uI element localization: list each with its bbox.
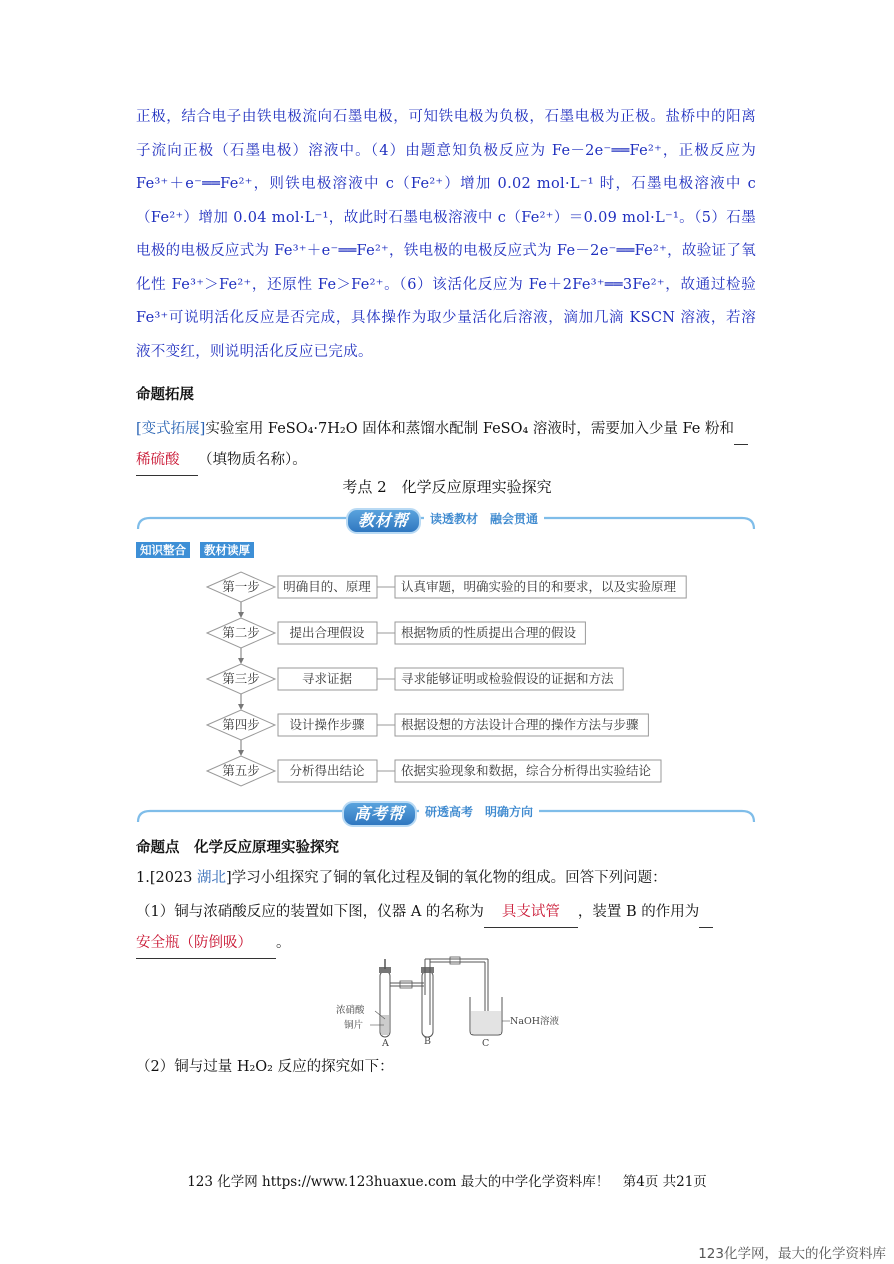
pill-textbook: 教材读厚 <box>200 542 254 558</box>
extension-answer: 稀硫酸 <box>136 445 198 476</box>
question-source: 湖北 <box>197 870 227 886</box>
pill-knowledge: 知识整合 <box>136 542 190 558</box>
q1-text-3: 。 <box>276 935 291 951</box>
banner-label-2: 高考帮 <box>342 801 417 827</box>
question-intro <box>136 866 667 887</box>
label-b: B <box>424 1036 431 1047</box>
flow-step-name: 寻求证据 <box>301 671 353 686</box>
flow-step-label: 第五步 <box>222 763 260 778</box>
flow-step-desc: 寻求能够证明或检验假设的证据和方法 <box>401 671 614 686</box>
q1-answer-1: 具支试管 <box>484 897 578 928</box>
flow-step-desc: 依据实验现象和数据，综合分析得出实验结论 <box>401 763 652 778</box>
flow-step-label: 第三步 <box>222 671 260 686</box>
flow-step-name: 提出合理假设 <box>289 625 365 640</box>
flow-step-label: 第二步 <box>222 625 260 640</box>
watermark: 123化学网，最大的化学资料库 <box>698 1246 886 1262</box>
apparatus-figure <box>330 955 600 1051</box>
apparatus-svg <box>330 955 600 1047</box>
question-1 <box>136 897 761 959</box>
flow-svg <box>200 566 700 791</box>
flow-step-name: 分析得出结论 <box>289 763 365 778</box>
label-concentrated-nitric-acid: 浓硝酸 <box>336 1005 365 1016</box>
flow-step-desc: 认真审题，明确实验的目的和要求，以及实验原理 <box>401 579 677 594</box>
flow-step-name: 明确目的、原理 <box>283 579 371 594</box>
section-title: 考点 2 化学反应原理实验探究 <box>342 478 552 496</box>
question-number: 1.[2023 <box>136 870 198 886</box>
flow-step-desc: 根据物质的性质提出合理的假设 <box>401 625 577 640</box>
flow-step-name: 设计操作步骤 <box>289 717 365 732</box>
label-naoh: NaOH溶液 <box>510 1016 560 1027</box>
label-copper: 铜片 <box>344 1020 364 1031</box>
page-footer: 123 化学网 https://www.123huaxue.com 最大的中学化学资料库！ 第4页 共21页 <box>187 1174 707 1190</box>
label-a: A <box>382 1038 389 1047</box>
banner-textbook <box>136 507 756 531</box>
banner-subtitle-2: 研透高考 明确方向 <box>419 803 539 821</box>
flow-diagram <box>200 566 700 795</box>
question-intro-text: ]学习小组探究了铜的氧化过程及铜的氧化物的组成。回答下列问题： <box>226 870 667 886</box>
extension-text-2: （填物质名称）。 <box>198 452 307 468</box>
q1-text-2: ，装置 B 的作用为 <box>577 904 700 920</box>
explanation-paragraph: 正极，结合电子由铁电极流向石墨电极，可知铁电极为负极，石墨电极为正极。盐桥中的阳离子流向正极（石墨电极）溶液中。（4）由题意知负极反应为 Fe－2e⁻══Fe²⁺，正极反应为 Fe³⁺＋e⁻══Fe²⁺，则铁电极溶液中 c（Fe²⁺）增加 0.02 mol·L⁻¹ 时，石墨电极溶液中 c（Fe²⁺）增加 0.04 mol·L⁻¹，故此时石墨电极溶液中 c（Fe²⁺）＝0.09 mol·L⁻¹。（5）石墨电极的电极反应式为 Fe³⁺＋e⁻══Fe²⁺，铁电极的电极反应式为 Fe－2e⁻══Fe²⁺，故验证了氧化性 Fe³⁺＞Fe²⁺，还原性 Fe＞Fe²⁺。（6）该活化反应为 Fe＋2Fe³⁺══3Fe²⁺，故通过检验 Fe³⁺可说明活化反应是否完成，具体操作为取少量活化后溶液，滴加几滴 KSCN 溶液，若溶液不变红，则说明活化反应已完成。 <box>136 109 756 360</box>
question-2: （2）铜与过量 H₂O₂ 反应的探究如下： <box>136 1059 394 1075</box>
label-c: C <box>482 1038 490 1047</box>
extension-question <box>136 414 761 476</box>
extension-text-1: 实验室用 FeSO₄·7H₂O 固体和蒸馏水配制 FeSO₄ 溶液时，需要加入少量 Fe 粉和 <box>205 421 734 437</box>
explanation-block <box>136 101 756 369</box>
q1-answer-2: 安全瓶（防倒吸） <box>136 928 276 959</box>
variant-tag: [变式拓展] <box>136 421 206 437</box>
question-heading: 命题点 化学反应原理实验探究 <box>136 840 339 856</box>
q1-text-1: （1）铜与浓硝酸反应的装置如下图，仪器 A 的名称为 <box>136 904 484 920</box>
banner-exam <box>136 800 756 824</box>
extension-heading: 命题拓展 <box>136 387 194 403</box>
flow-step-label: 第四步 <box>222 717 260 732</box>
banner-subtitle: 读透教材 融会贯通 <box>424 510 544 528</box>
flow-step-desc: 根据设想的方法设计合理的操作方法与步骤 <box>401 717 639 732</box>
banner-label: 教材帮 <box>346 508 421 534</box>
flow-step-label: 第一步 <box>222 579 260 594</box>
